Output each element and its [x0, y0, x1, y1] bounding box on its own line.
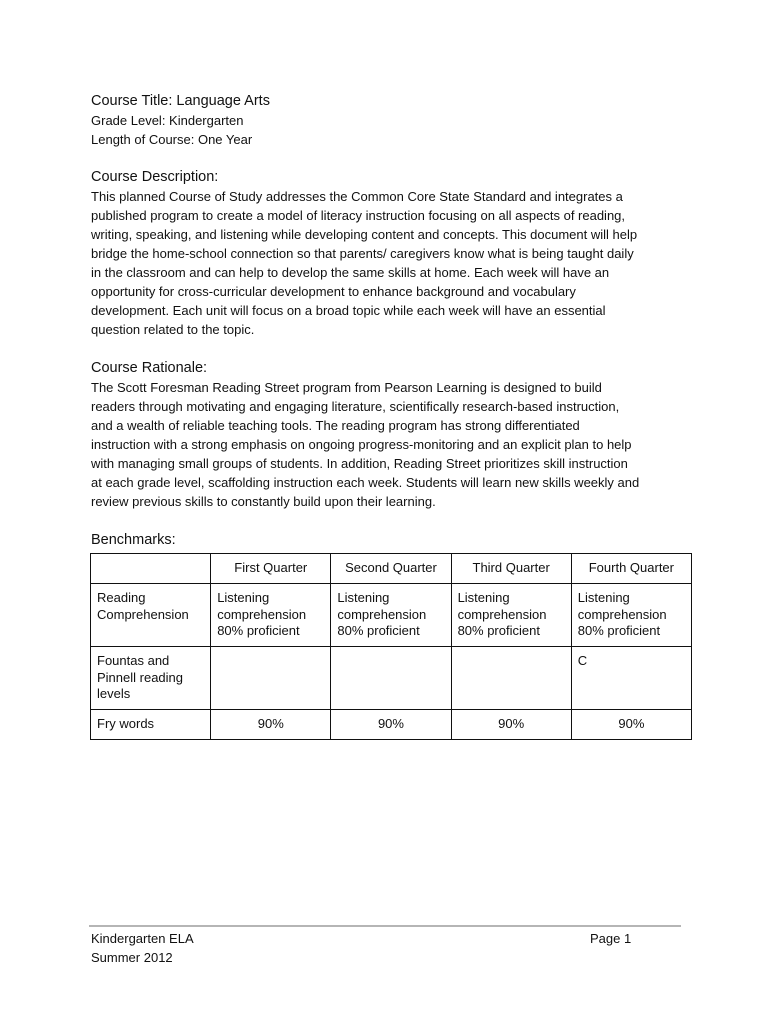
table-row — [91, 647, 692, 710]
table-cell — [451, 584, 571, 647]
row-label-line: Reading — [97, 590, 146, 605]
cell-line: comprehension — [217, 606, 307, 622]
page-number: Page 1 — [590, 931, 632, 946]
cell-line: 80% proficient — [217, 623, 300, 638]
table-cell: 90% — [211, 710, 331, 740]
table-cell — [571, 647, 691, 710]
table-cell: 90% — [571, 710, 691, 740]
table-header-cell: First Quarter — [211, 554, 331, 584]
description-line: question related to the topic. — [91, 322, 255, 337]
table-header-cell: Second Quarter — [331, 554, 451, 584]
table-cell: 90% — [331, 710, 451, 740]
footer-term: Summer 2012 — [91, 950, 173, 965]
course-length: Length of Course: One Year — [91, 132, 253, 147]
rationale-paragraph — [91, 378, 691, 511]
cell-line: Listening — [457, 590, 510, 605]
row-label-cell — [91, 584, 211, 647]
rationale-line: readers through motivating and engaging literature, scientifically research-based instruction, — [91, 399, 620, 414]
table-cell — [331, 647, 451, 710]
rationale-line: review previous skills to constantly build upon their learning. — [91, 494, 436, 509]
description-line: This planned Course of Study addresses the Common Core State Standard and integrates a — [91, 189, 623, 204]
table-header-cell: Third Quarter — [451, 554, 571, 584]
cell-line: Listening — [577, 590, 630, 605]
description-heading: Course Description: — [91, 169, 219, 185]
cell-line: 80% proficient — [577, 623, 661, 638]
table-cell — [211, 647, 331, 710]
table-cell — [211, 584, 331, 647]
description-line: development. Each unit will focus on a broad topic while each week will have an essential — [91, 303, 606, 318]
footer-course: Kindergarten ELA — [91, 931, 194, 946]
table-cell: 90% — [451, 710, 571, 740]
description-line: in the classroom and can help to develop the same skills at home. Each week will have an — [91, 265, 610, 280]
description-line: opportunity for cross-curricular development to enhance background and vocabulary — [91, 284, 576, 299]
benchmarks-heading: Benchmarks: — [91, 532, 176, 548]
row-label-line: levels — [97, 686, 131, 701]
table-header-cell: Fourth Quarter — [571, 554, 691, 584]
row-label-line: Comprehension — [97, 606, 189, 622]
rationale-line: instruction with a strong emphasis on ongoing progress-monitoring and an explicit plan to help — [91, 437, 632, 452]
cell-line: 80% proficient — [337, 623, 420, 638]
footer-divider — [89, 925, 681, 927]
rationale-line: The Scott Foresman Reading Street program from Pearson Learning is designed to build — [91, 380, 602, 395]
course-title: Course Title: Language Arts — [91, 93, 270, 109]
page-content — [91, 92, 691, 740]
table-cell — [331, 584, 451, 647]
table-row — [91, 710, 692, 740]
description-line: writing, speaking, and listening while developing content and concepts. This document will help — [91, 227, 638, 242]
row-label-line: Pinnell reading — [97, 669, 184, 685]
row-label-cell — [91, 647, 211, 710]
cell-line: comprehension — [337, 606, 427, 622]
description-line: published program to create a model of literacy instruction focusing on all aspects of reading, — [91, 208, 626, 223]
rationale-line: at each grade level, scaffolding instruction each week. Students will learn new skills weekly and — [91, 475, 640, 490]
rationale-line: with managing small groups of students. In addition, Reading Street prioritizes skill instruction — [91, 456, 628, 471]
grade-level: Grade Level: Kindergarten — [91, 113, 244, 128]
description-line: bridge the home-school connection so that parents/ caregivers know what is being taught daily — [91, 246, 634, 261]
table-row — [91, 584, 692, 647]
rationale-line: and a wealth of reliable teaching tools. The reading program has strong differentiated — [91, 418, 580, 433]
cell-line: comprehension — [577, 606, 667, 622]
footer-left — [91, 929, 194, 967]
table-header-cell — [91, 554, 211, 584]
table-cell — [571, 584, 691, 647]
cell-line: comprehension — [457, 606, 547, 622]
cell-line: C — [577, 653, 588, 668]
description-paragraph — [91, 187, 691, 339]
rationale-heading: Course Rationale: — [91, 360, 208, 376]
table-header-row — [91, 554, 692, 584]
cell-line: Listening — [217, 590, 270, 605]
row-label-line: Fountas and — [97, 653, 170, 668]
row-label-line: Fry words — [97, 716, 155, 731]
cell-line: Listening — [337, 590, 390, 605]
row-label-cell — [91, 710, 211, 740]
benchmarks-table — [90, 553, 692, 740]
table-cell — [451, 647, 571, 710]
cell-line: 80% proficient — [457, 623, 540, 638]
